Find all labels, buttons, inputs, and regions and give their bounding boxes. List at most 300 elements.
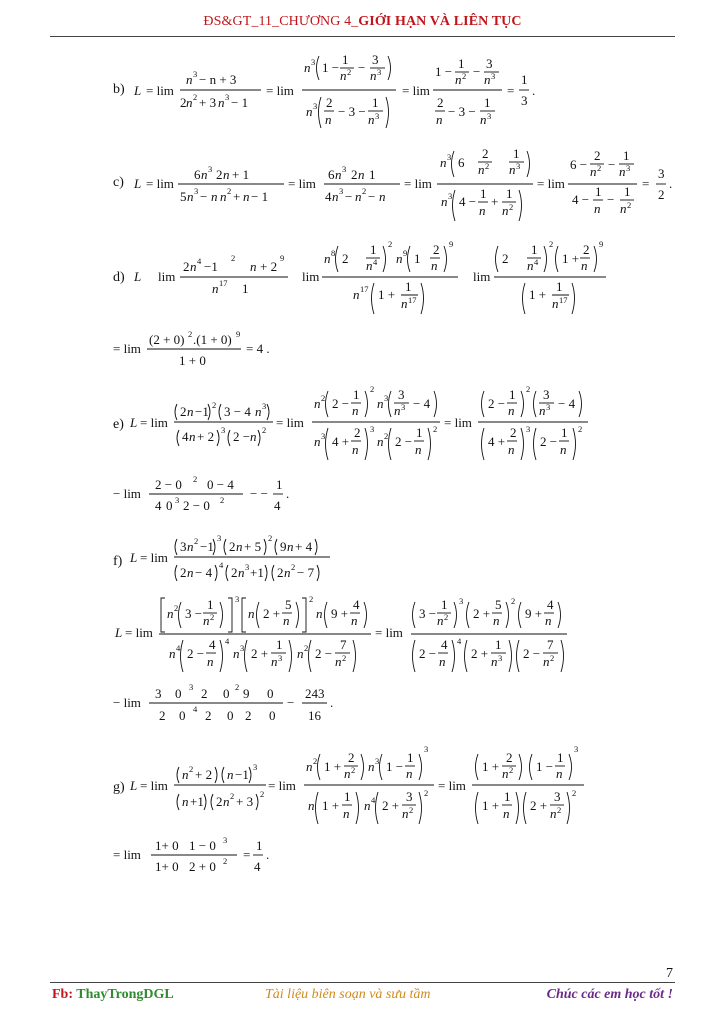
- svg-text:9: 9: [236, 329, 241, 339]
- svg-text:n: n: [590, 164, 597, 179]
- svg-text:0 − 4: 0 − 4: [207, 477, 234, 492]
- svg-text:−1: −1: [200, 539, 214, 554]
- svg-text:n: n: [283, 613, 290, 628]
- svg-text:0: 0: [179, 708, 186, 723]
- svg-text:2: 2: [291, 562, 296, 572]
- svg-text:3: 3: [339, 186, 344, 196]
- svg-text:n: n: [502, 766, 509, 781]
- svg-text:2: 2: [502, 251, 509, 266]
- svg-text:2: 2: [462, 71, 467, 81]
- header-prefix: ĐS&GT_11_CHƯƠNG 4_: [203, 14, 359, 29]
- svg-text:3 − 4: 3 − 4: [224, 404, 251, 419]
- svg-text:1: 1: [556, 279, 563, 294]
- svg-text:3: 3: [223, 835, 228, 845]
- svg-text:lim: lim: [158, 269, 176, 284]
- svg-text:4: 4: [534, 257, 539, 267]
- svg-text:n: n: [368, 112, 375, 127]
- exercise-c-label: c): [113, 175, 124, 190]
- svg-text:3: 3: [321, 431, 326, 441]
- svg-text:4: 4: [373, 257, 378, 267]
- svg-text:2: 2: [220, 495, 225, 505]
- svg-text:2: 2: [506, 750, 513, 765]
- svg-text:n: n: [201, 167, 208, 182]
- exercise-g-label: g): [113, 780, 125, 795]
- svg-text:n: n: [306, 104, 313, 119]
- svg-text:2: 2: [511, 596, 516, 606]
- svg-text:− 1: − 1: [231, 95, 249, 110]
- svg-text:L: L: [130, 415, 138, 430]
- svg-text:2: 2: [594, 148, 601, 163]
- svg-text:= lim: = lim: [146, 83, 174, 98]
- svg-text:2: 2: [227, 186, 232, 196]
- svg-text:2 −: 2 −: [523, 646, 541, 661]
- svg-text:2: 2: [180, 95, 187, 110]
- svg-text:n: n: [552, 296, 559, 311]
- svg-text:−1: −1: [204, 259, 218, 274]
- formula-d2: [113, 328, 313, 373]
- formula-f3: [113, 680, 353, 728]
- svg-text:5: 5: [180, 189, 187, 204]
- svg-text:3 −: 3 −: [419, 606, 437, 621]
- svg-text:= lim: = lim: [140, 778, 168, 793]
- svg-text:1: 1: [372, 95, 379, 110]
- svg-text:3: 3: [278, 653, 283, 663]
- svg-text:− 1: − 1: [251, 189, 269, 204]
- svg-text:1: 1: [484, 95, 491, 110]
- exercise-e-label: e): [113, 417, 124, 432]
- svg-text:2: 2: [205, 708, 212, 723]
- svg-text:L: L: [130, 550, 138, 565]
- svg-text:3: 3: [526, 424, 531, 434]
- footer-divider: [50, 982, 675, 983]
- svg-text:n: n: [316, 606, 323, 621]
- svg-text:n: n: [236, 539, 243, 554]
- svg-text:n: n: [550, 806, 557, 821]
- svg-text:3: 3: [235, 594, 240, 604]
- svg-text:4: 4: [457, 636, 462, 646]
- svg-text:2: 2: [597, 163, 602, 173]
- svg-text:n: n: [186, 95, 193, 110]
- svg-text:n: n: [255, 404, 262, 419]
- svg-text:.(1 + 0): .(1 + 0): [193, 332, 232, 347]
- svg-text:1: 1: [531, 242, 538, 257]
- svg-text:n: n: [364, 798, 371, 813]
- svg-text:2: 2: [572, 788, 577, 798]
- svg-text:3: 3: [546, 402, 551, 412]
- svg-text:2: 2: [388, 239, 393, 249]
- page-header: [50, 14, 675, 30]
- svg-text:3: 3: [194, 186, 199, 196]
- svg-text:n: n: [233, 646, 240, 661]
- svg-text:2: 2: [354, 425, 361, 440]
- svg-text:+1: +1: [250, 565, 264, 580]
- svg-text:6: 6: [194, 167, 201, 182]
- svg-text:n: n: [335, 654, 342, 669]
- svg-text:+ 3: + 3: [236, 794, 254, 809]
- svg-text:0: 0: [175, 686, 182, 701]
- svg-text:2: 2: [348, 750, 355, 765]
- svg-text:1 −: 1 −: [435, 64, 453, 79]
- svg-text:n: n: [304, 60, 311, 75]
- svg-text:−: −: [368, 189, 376, 204]
- svg-text:2 −: 2 −: [187, 646, 205, 661]
- svg-text:4: 4: [547, 597, 554, 612]
- svg-text:= lim: = lim: [140, 550, 168, 565]
- svg-text:2: 2: [526, 384, 531, 394]
- svg-text:3: 3: [491, 71, 496, 81]
- formula-f1: [128, 532, 358, 590]
- svg-text:1: 1: [504, 789, 511, 804]
- svg-text:− lim: − lim: [113, 695, 141, 710]
- svg-text:3: 3: [406, 789, 413, 804]
- svg-text:2 −: 2 −: [395, 434, 413, 449]
- svg-text:2 −: 2 −: [488, 396, 506, 411]
- svg-text:2: 2: [321, 393, 326, 403]
- footer-fb-name[interactable]: ThayTrongDGL: [76, 987, 174, 1002]
- formula-d1: [128, 235, 608, 325]
- svg-text:n: n: [440, 155, 447, 170]
- svg-text:2: 2: [260, 789, 265, 799]
- svg-text:1 +: 1 +: [482, 759, 500, 774]
- svg-text:2: 2: [444, 612, 449, 622]
- svg-text:n: n: [223, 794, 230, 809]
- svg-text:2: 2: [193, 92, 198, 102]
- svg-text:= lim: = lim: [146, 176, 174, 191]
- svg-text:n: n: [335, 167, 342, 182]
- svg-text:1: 1: [344, 789, 351, 804]
- svg-text:2: 2: [549, 239, 554, 249]
- svg-text:2: 2: [183, 259, 190, 274]
- svg-text:4 +: 4 +: [332, 434, 350, 449]
- svg-text:3: 3: [311, 57, 316, 67]
- svg-text:2: 2: [437, 95, 444, 110]
- svg-text:3: 3: [398, 387, 405, 402]
- svg-text:−: −: [608, 157, 616, 172]
- svg-text:2: 2: [201, 686, 208, 701]
- svg-text:n: n: [220, 189, 227, 204]
- svg-text:2: 2: [210, 612, 215, 622]
- svg-text:3: 3: [175, 495, 180, 505]
- svg-text:2: 2: [509, 202, 514, 212]
- svg-text:3: 3: [313, 101, 318, 111]
- svg-text:= lim: = lim: [268, 778, 296, 793]
- svg-text:4: 4: [197, 256, 202, 266]
- svg-text:= lim: = lim: [140, 415, 168, 430]
- footer-fb-prefix: Fb:: [52, 987, 73, 1002]
- svg-text:3: 3: [574, 744, 579, 754]
- svg-text:.: .: [669, 176, 673, 191]
- svg-text:1: 1: [480, 186, 487, 201]
- svg-text:2: 2: [313, 756, 318, 766]
- svg-text:2: 2: [304, 643, 309, 653]
- svg-text:n: n: [509, 162, 516, 177]
- svg-text:3: 3: [498, 653, 503, 663]
- svg-text:n: n: [314, 434, 321, 449]
- svg-text:3: 3: [521, 93, 528, 108]
- svg-text:2: 2: [510, 425, 517, 440]
- svg-text:− lim: − lim: [113, 486, 141, 501]
- svg-text:n: n: [594, 201, 601, 216]
- svg-text:6: 6: [328, 167, 335, 182]
- svg-text:1: 1: [256, 838, 263, 853]
- svg-text:n: n: [351, 613, 358, 628]
- svg-text:n: n: [284, 565, 291, 580]
- svg-text:1: 1: [513, 146, 520, 161]
- svg-text:3: 3: [342, 164, 347, 174]
- svg-text:4 −: 4 −: [572, 192, 590, 207]
- svg-text:1: 1: [509, 387, 516, 402]
- svg-text:n: n: [340, 68, 347, 83]
- svg-text:n: n: [370, 68, 377, 83]
- svg-text:− n + 3: − n + 3: [199, 72, 237, 87]
- svg-text:+ 4: + 4: [295, 539, 313, 554]
- svg-text:.: .: [286, 486, 290, 501]
- svg-text:= lim: = lim: [438, 778, 466, 793]
- svg-text:17: 17: [219, 278, 228, 288]
- svg-text:3: 3: [372, 52, 379, 67]
- svg-text:n: n: [306, 759, 313, 774]
- svg-text:2: 2: [627, 200, 632, 210]
- svg-text:n: n: [332, 189, 339, 204]
- svg-text:2: 2: [362, 186, 367, 196]
- svg-text:5: 5: [495, 597, 502, 612]
- svg-text:n: n: [186, 72, 193, 87]
- svg-text:3: 3: [370, 424, 375, 434]
- svg-text:3: 3: [375, 756, 380, 766]
- svg-text:n: n: [287, 539, 294, 554]
- svg-text:2 +: 2 +: [530, 798, 548, 813]
- svg-text:2: 2: [277, 565, 284, 580]
- svg-text:2: 2: [351, 167, 358, 182]
- svg-text:1: 1: [521, 72, 528, 87]
- svg-text:= lim: = lim: [113, 341, 141, 356]
- svg-text:n: n: [480, 112, 487, 127]
- svg-text:2: 2: [180, 565, 187, 580]
- svg-text:1 −: 1 −: [536, 759, 554, 774]
- svg-text:1: 1: [414, 251, 421, 266]
- svg-text:2: 2: [309, 594, 314, 604]
- svg-text:= lim: = lim: [404, 176, 432, 191]
- svg-text:n: n: [503, 806, 510, 821]
- svg-text:2: 2: [180, 404, 187, 419]
- svg-text:3: 3: [516, 161, 521, 171]
- exercise-f-label: f): [113, 554, 123, 569]
- svg-text:17: 17: [559, 295, 568, 305]
- svg-text:n: n: [271, 654, 278, 669]
- svg-text:= lim: = lim: [125, 625, 153, 640]
- svg-text:n: n: [187, 539, 194, 554]
- svg-text:3: 3: [217, 533, 222, 543]
- svg-text:2: 2: [223, 856, 228, 866]
- svg-text:n: n: [308, 798, 315, 813]
- svg-text:9 +: 9 +: [331, 606, 349, 621]
- svg-text:9 +: 9 +: [525, 606, 543, 621]
- footer-greeting: Chúc các em học tốt !: [546, 987, 673, 1002]
- svg-text:2 − 0: 2 − 0: [183, 498, 210, 513]
- svg-text:n: n: [218, 95, 225, 110]
- svg-text:1: 1: [416, 425, 423, 440]
- svg-text:n: n: [343, 806, 350, 821]
- svg-text:+ 5: + 5: [244, 539, 262, 554]
- svg-text:n: n: [439, 654, 446, 669]
- svg-text:4 −: 4 −: [459, 194, 477, 209]
- svg-text:9: 9: [403, 248, 408, 258]
- svg-text:3: 3: [262, 401, 267, 411]
- svg-text:3: 3: [448, 191, 453, 201]
- svg-text:1 +: 1 +: [322, 798, 340, 813]
- svg-text:3: 3: [487, 111, 492, 121]
- header-divider: [50, 36, 675, 37]
- svg-text:3: 3: [180, 539, 187, 554]
- svg-text:2: 2: [326, 95, 333, 110]
- svg-text:2: 2: [433, 242, 440, 257]
- svg-text:n: n: [560, 442, 567, 457]
- svg-text:n: n: [243, 189, 250, 204]
- svg-text:4: 4: [371, 795, 376, 805]
- svg-text:1: 1: [495, 637, 502, 652]
- formula-g1: [128, 742, 598, 837]
- svg-text:n: n: [502, 203, 509, 218]
- svg-text:2: 2: [509, 765, 514, 775]
- formula-g2: [113, 834, 313, 879]
- formula-e2: [113, 473, 313, 518]
- svg-text:3 −: 3 −: [185, 606, 203, 621]
- svg-text:1: 1: [407, 750, 414, 765]
- svg-text:n: n: [366, 258, 373, 273]
- svg-text:3: 3: [375, 111, 380, 121]
- svg-text:n: n: [394, 403, 401, 418]
- svg-text:n: n: [377, 396, 384, 411]
- svg-text:n: n: [491, 654, 498, 669]
- svg-text:8: 8: [331, 248, 336, 258]
- svg-text:243: 243: [305, 686, 325, 701]
- svg-text:2: 2: [557, 805, 562, 815]
- svg-text:+ 2: + 2: [197, 429, 215, 444]
- svg-text:1: 1: [557, 750, 564, 765]
- exercise-b: [113, 82, 125, 98]
- svg-text:=: =: [243, 847, 251, 862]
- svg-text:2: 2: [235, 682, 240, 692]
- svg-text:1: 1: [342, 52, 349, 67]
- svg-text:n: n: [248, 606, 255, 621]
- svg-text:= lim: = lim: [537, 176, 565, 191]
- svg-text:1: 1: [506, 186, 513, 201]
- svg-text:n: n: [415, 442, 422, 457]
- formula-b: [128, 50, 548, 135]
- svg-text:1 + 0: 1 + 0: [179, 353, 206, 368]
- svg-text:2 +: 2 +: [471, 646, 489, 661]
- svg-text:17: 17: [408, 295, 417, 305]
- svg-text:n: n: [406, 766, 413, 781]
- svg-text:n: n: [556, 766, 563, 781]
- svg-text:n: n: [167, 606, 174, 621]
- svg-text:n: n: [227, 767, 234, 782]
- svg-text:3: 3: [543, 387, 550, 402]
- svg-text:4: 4: [182, 429, 189, 444]
- svg-text:L: L: [115, 625, 123, 640]
- svg-text:4: 4: [254, 859, 261, 874]
- svg-text:2: 2: [229, 539, 236, 554]
- svg-text:n: n: [207, 654, 214, 669]
- svg-text:n: n: [539, 403, 546, 418]
- svg-text:= lim: = lim: [444, 415, 472, 430]
- svg-text:1 − 0: 1 − 0: [189, 838, 216, 853]
- svg-text:3: 3: [189, 682, 194, 692]
- svg-text:n: n: [581, 258, 588, 273]
- svg-text:n: n: [223, 167, 230, 182]
- svg-text:2: 2: [230, 791, 235, 801]
- svg-text:9: 9: [599, 239, 604, 249]
- svg-text:2: 2: [231, 253, 236, 263]
- svg-text:2: 2: [409, 805, 414, 815]
- svg-text:n: n: [187, 565, 194, 580]
- svg-text:1: 1: [458, 56, 465, 71]
- svg-text:n: n: [543, 654, 550, 669]
- svg-text:n: n: [508, 403, 515, 418]
- svg-text:1 +: 1 +: [562, 251, 580, 266]
- svg-text:n: n: [352, 442, 359, 457]
- header-title: GIỚI HẠN VÀ LIÊN TỤC: [358, 14, 522, 29]
- svg-text:− 4: − 4: [195, 565, 213, 580]
- svg-text:n: n: [297, 646, 304, 661]
- svg-text:n: n: [190, 259, 197, 274]
- svg-text:2: 2: [189, 764, 194, 774]
- svg-text:2: 2: [194, 536, 199, 546]
- svg-text:n: n: [355, 189, 362, 204]
- svg-text:n: n: [187, 404, 194, 419]
- svg-text:0: 0: [269, 708, 276, 723]
- exercise-b-label: b): [113, 82, 125, 97]
- svg-text:3: 3: [459, 596, 464, 606]
- svg-text:n: n: [212, 281, 219, 296]
- svg-text:1 −: 1 −: [386, 759, 404, 774]
- svg-text:2 − 0: 2 − 0: [155, 477, 182, 492]
- svg-text:2: 2: [231, 565, 238, 580]
- svg-text:(2 + 0): (2 + 0): [149, 332, 185, 347]
- svg-text:lim: lim: [302, 269, 320, 284]
- svg-text:2: 2: [347, 67, 352, 77]
- svg-text:n: n: [455, 72, 462, 87]
- svg-text:3: 3: [193, 69, 198, 79]
- svg-text:2: 2: [174, 603, 179, 613]
- svg-text:n: n: [238, 565, 245, 580]
- svg-text:−: −: [287, 695, 295, 710]
- svg-text:0: 0: [223, 686, 230, 701]
- svg-text:L: L: [134, 83, 142, 98]
- formula-c: [128, 143, 678, 228]
- svg-text:n: n: [314, 396, 321, 411]
- svg-text:−1: −1: [195, 404, 209, 419]
- svg-text:3: 3: [486, 56, 493, 71]
- svg-text:n: n: [187, 189, 194, 204]
- svg-text:n: n: [437, 613, 444, 628]
- svg-text:2 −: 2 −: [419, 646, 437, 661]
- svg-text:− 3 −: − 3 −: [338, 104, 366, 119]
- formula-f2: [113, 592, 583, 682]
- exercise-c: [113, 175, 124, 191]
- svg-text:=: =: [642, 176, 650, 191]
- svg-text:2: 2: [370, 384, 375, 394]
- exercise-e: [113, 417, 124, 433]
- svg-text:1 +: 1 +: [324, 759, 342, 774]
- svg-text:n: n: [401, 296, 408, 311]
- svg-text:2: 2: [262, 425, 267, 435]
- svg-text:n: n: [527, 258, 534, 273]
- svg-text:2: 2: [245, 708, 252, 723]
- svg-text:n: n: [358, 167, 365, 182]
- exercise-d-label: d): [113, 270, 125, 285]
- svg-text:2: 2: [159, 708, 166, 723]
